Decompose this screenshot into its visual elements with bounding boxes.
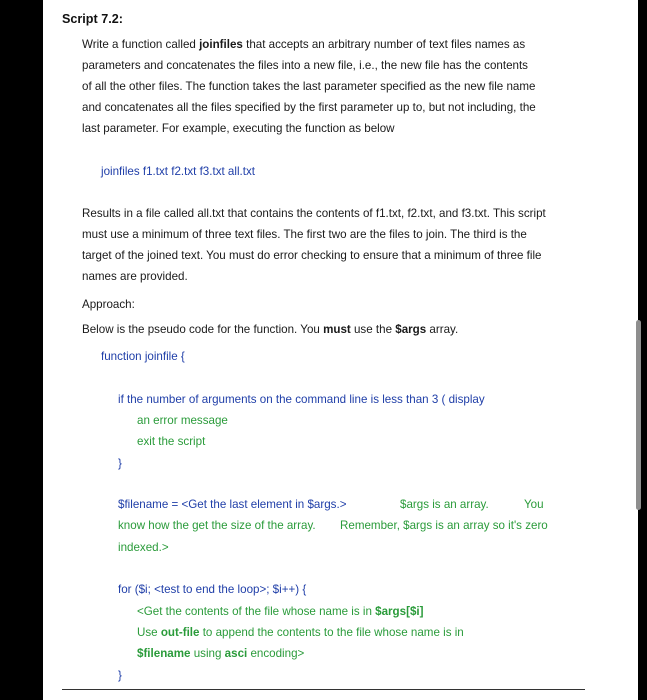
code-filename-line-1c: You — [524, 498, 544, 511]
code-if-line: if the number of arguments on the command line is less than 3 ( display — [118, 393, 485, 406]
code-for-line: for ($i; <test to end the loop>; $i++) { — [118, 583, 307, 596]
example-command: joinfiles f1.txt f2.txt f3.txt all.txt — [101, 165, 255, 178]
vertical-scrollbar[interactable] — [636, 320, 641, 510]
code-encoding: $filename using asci encoding> — [137, 647, 305, 660]
code-filename-line-3: indexed.> — [118, 541, 169, 554]
results-line-2: must use a minimum of three text files. The first two are the files to join. The third is the — [82, 228, 527, 241]
results-line-1: Results in a file called all.txt that contains the contents of f1.txt, f2.txt, and f3.txt. This script — [82, 207, 546, 220]
intro-line-5: last parameter. For example, executing the function as below — [82, 122, 395, 135]
results-line-4: names are provided. — [82, 270, 188, 283]
code-if-exit: exit the script — [137, 435, 206, 448]
intro-line-2: parameters and concatenates the files into a new file, i.e., the new file has the contents — [82, 59, 528, 72]
approach-label: Approach: — [82, 298, 135, 311]
code-filename-line-1b: $args is an array. — [400, 498, 489, 511]
function-name: joinfiles — [199, 38, 243, 51]
script-title: Script 7.2: — [62, 12, 123, 26]
code-get-contents: <Get the contents of the file whose name is in $args[$i] — [137, 605, 424, 618]
intro-line-3: of all the other files. The function takes the last parameter specified as the new file name — [82, 80, 536, 93]
code-use-outfile: Use out-file to append the contents to the file whose name is in — [137, 626, 464, 639]
code-filename-line-2b: Remember, $args is an array so it's zero — [340, 519, 548, 532]
code-if-message: an error message — [137, 414, 228, 427]
code-filename-line-2a: know how the get the size of the array. — [118, 519, 316, 532]
code-if-close: } — [118, 457, 122, 470]
code-function-open: function joinfile { — [101, 350, 185, 363]
code-for-close: } — [118, 669, 122, 682]
code-filename-line-1a: $filename = <Get the last element in $args.> — [118, 498, 347, 511]
pseudo-intro: Below is the pseudo code for the function. You must use the $args array. — [82, 323, 459, 336]
divider — [62, 689, 585, 690]
intro-line-1: Write a function called joinfiles that accepts an arbitrary number of text files names as — [82, 38, 526, 51]
results-line-3: target of the joined text. You must do error checking to ensure that a minimum of three file — [82, 249, 542, 262]
intro-line-4: and concatenates all the files specified by the first parameter up to, but not including, the — [82, 101, 536, 114]
